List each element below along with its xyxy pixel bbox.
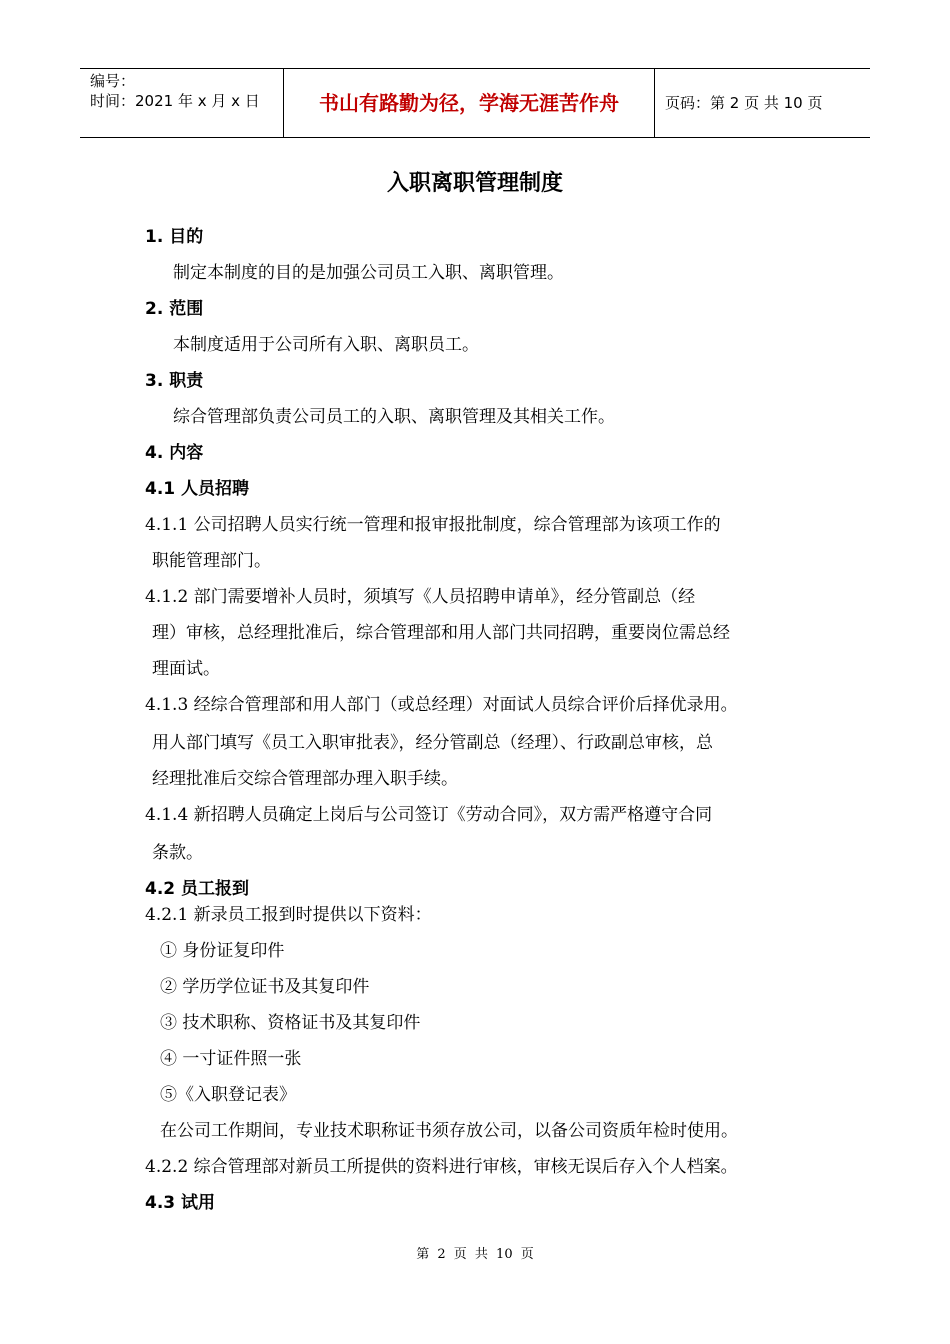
- list-item: ⑤《入职登记表》: [160, 1085, 296, 1105]
- paragraph-line: 4.2.1 新录员工报到时提供以下资料：: [145, 905, 432, 925]
- section-body-scope: 本制度适用于公司所有入职、离职员工。: [173, 335, 479, 355]
- section-heading-content: 4. 内容: [145, 443, 204, 463]
- paragraph-line: 经理批准后交综合管理部办理入职手续。: [152, 769, 458, 789]
- list-item: ③ 技术职称、资格证书及其复印件: [160, 1013, 421, 1033]
- page-footer: 第 2 页 共 10 页: [416, 1247, 534, 1262]
- section-heading-purpose: 1. 目的: [145, 227, 204, 247]
- header-motto: 书山有路勤为径，学海无涯苦作舟: [283, 69, 655, 137]
- paragraph-line: 4.1.2 部门需要增补人员时，须填写《人员招聘申请单》，经分管副总（经: [145, 587, 696, 607]
- subsection-heading-onboarding: 4.2 员工报到: [145, 879, 250, 899]
- document-date-label: 时间：2021 年 x 月 x 日: [90, 92, 260, 110]
- paragraph-line: 用人部门填写《员工入职审批表》，经分管副总（经理）、行政副总审核，总: [152, 733, 713, 753]
- document-title: 入职离职管理制度: [386, 171, 563, 196]
- paragraph-line: 4.1.4 新招聘人员确定上岗后与公司签订《劳动合同》，双方需严格遵守合同: [145, 805, 713, 825]
- section-heading-responsibility: 3. 职责: [145, 371, 204, 391]
- section-heading-scope: 2. 范围: [145, 299, 204, 319]
- paragraph-line: 职能管理部门。: [152, 551, 271, 571]
- paragraph-line: 条款。: [152, 843, 203, 863]
- document-number-label: 编号：: [90, 72, 136, 90]
- paragraph-line: 4.1.1 公司招聘人员实行统一管理和报审报批制度，综合管理部为该项工作的: [145, 515, 721, 535]
- header-page-number: 页码：第 2 页 共 10 页: [665, 94, 823, 112]
- paragraph-line: 4.1.3 经综合管理部和用人部门（或总经理）对面试人员综合评价后择优录用。: [145, 695, 738, 715]
- list-item: ④ 一寸证件照一张: [160, 1049, 302, 1069]
- section-body-responsibility: 综合管理部负责公司员工的入职、离职管理及其相关工作。: [173, 407, 615, 427]
- subsection-heading-probation: 4.3 试用: [145, 1193, 216, 1213]
- section-body-purpose: 制定本制度的目的是加强公司员工入职、离职管理。: [173, 263, 564, 283]
- paragraph-line: 理面试。: [152, 659, 220, 679]
- subsection-heading-recruitment: 4.1 人员招聘: [145, 479, 250, 499]
- paragraph-line: 在公司工作期间，专业技术职称证书须存放公司，以备公司资质年检时使用。: [160, 1121, 738, 1141]
- list-item: ① 身份证复印件: [160, 941, 285, 961]
- header-meta: [80, 69, 283, 137]
- paragraph-line: 4.2.2 综合管理部对新员工所提供的资料进行审核，审核无误后存入个人档案。: [145, 1157, 738, 1177]
- list-item: ② 学历学位证书及其复印件: [160, 977, 370, 997]
- page-header: [80, 68, 870, 138]
- paragraph-line: 理）审核，总经理批准后，综合管理部和用人部门共同招聘，重要岗位需总经: [152, 623, 730, 643]
